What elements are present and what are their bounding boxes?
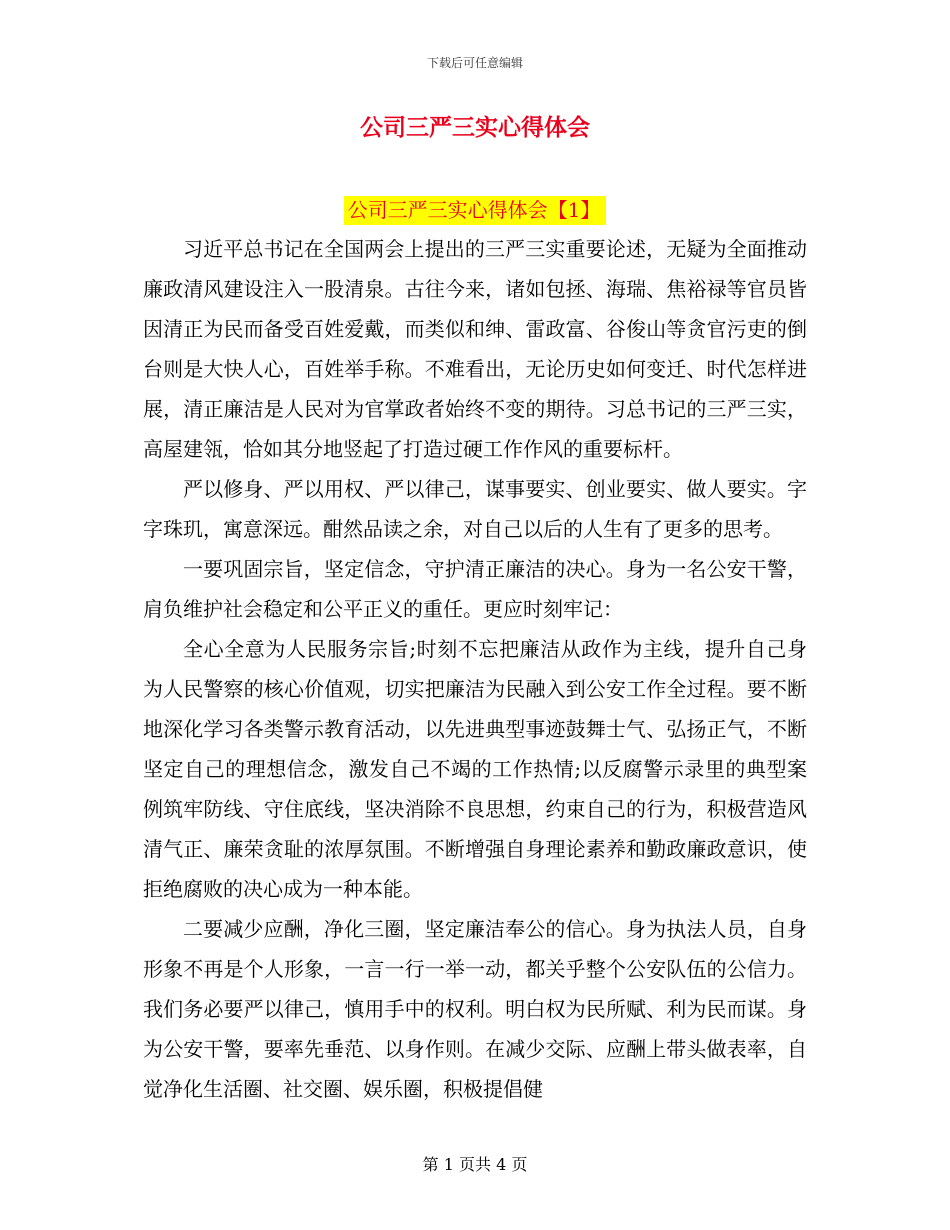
page-header-note: 下载后可任意编辑 — [426, 56, 523, 70]
document-title: 公司三严三实心得体会 — [360, 114, 590, 141]
paragraph: 一要巩固宗旨，坚定信念，守护清正廉洁的决心。身为一名公安干警，肩负维护社会稳定和公平正义的重任。更应时刻牢记： — [143, 557, 807, 621]
document-body — [143, 229, 807, 1109]
paragraph: 二要减少应酬，净化三圈，坚定廉洁奉公的信心。身为执法人员，自身形象不再是个人形象，一言一行一举一动，都关乎整个公安队伍的公信力。我们务必要严以律己，慎用手中的权利。明白权为民所赋、利为民而谋。身为公安干警，要率先垂范、以身作则。在减少交际、应酬上带头做表率，自觉净化生活圈、社交圈、娱乐圈，积极提倡健 — [143, 917, 807, 1101]
section-heading-container — [0, 196, 950, 225]
page-number-footer: 第 1 页共 4 页 — [422, 1155, 528, 1174]
paragraph: 习近平总书记在全国两会上提出的三严三实重要论述，无疑为全面推动廉政清风建设注入一股清泉。古往今来，诸如包拯、海瑞、焦裕禄等官员皆因清正为民而备受百姓爱戴，而类似和绅、雷政富、谷俊山等贪官污吏的倒台则是大快人心，百姓举手称。不难看出，无论历史如何变迁、时代怎样进展，清正廉洁是人民对为官掌政者始终不变的期待。习总书记的三严三实，高屋建瓴，恰如其分地竖起了打造过硬工作作风的重要标杆。 — [143, 237, 807, 461]
paragraph: 全心全意为人民服务宗旨;时刻不忘把廉洁从政作为主线，提升自己身为人民警察的核心价值观，切实把廉洁为民融入到公安工作全过程。要不断地深化学习各类警示教育活动，以先进典型事迹鼓舞士气、弘扬正气，不断坚定自己的理想信念，激发自己不竭的工作热情;以反腐警示录里的典型案例筑牢防线、守住底线，坚决消除不良思想，约束自己的行为，积极营造风清气正、廉荣贪耻的浓厚氛围。不断增强自身理论素养和勤政廉政意识，使拒绝腐败的决心成为一种本能。 — [143, 637, 807, 901]
section-heading: 公司三严三实心得体会【1】 — [344, 196, 607, 225]
paragraph: 严以修身、严以用权、严以律己，谋事要实、创业要实、做人要实。字字珠玑，寓意深远。酣然品读之余，对自己以后的人生有了更多的思考。 — [143, 477, 807, 541]
